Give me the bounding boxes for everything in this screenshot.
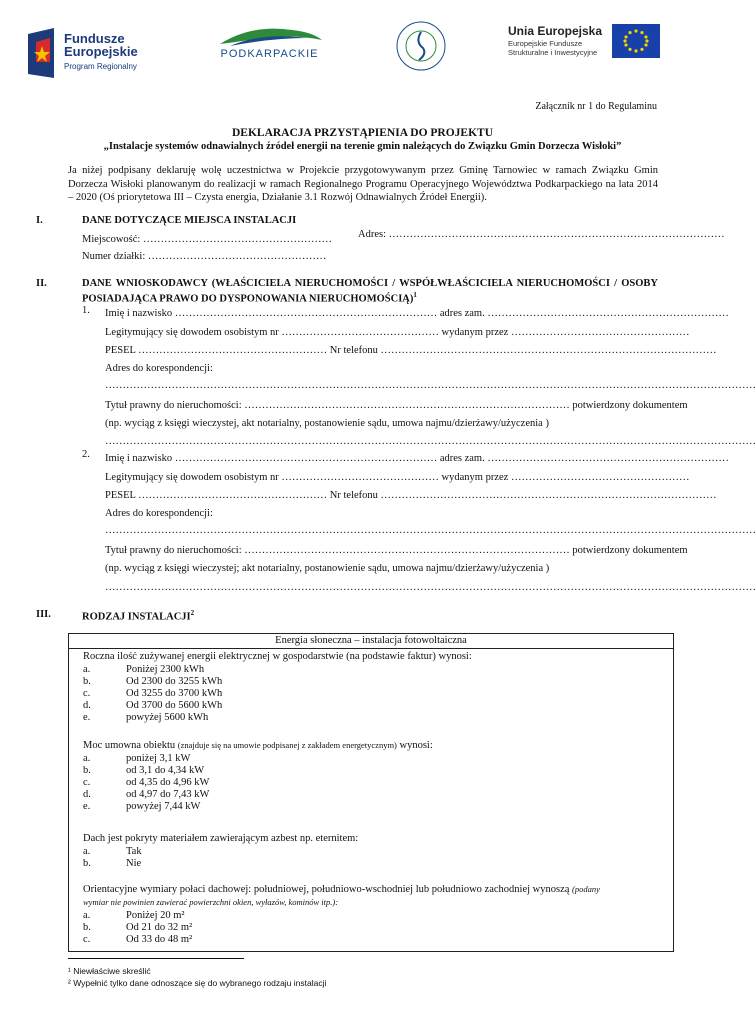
- applicant2-name-field[interactable]: Imię i nazwisko ………………………………………………………………… adres zam. ……………………………………………………………: [105, 453, 729, 464]
- plot-number-field[interactable]: Numer działki: ……………………………………………: [82, 251, 327, 262]
- applicant1-corr-field[interactable]: ……………………………………………………………………………………………………………………………………………………………………: [105, 380, 756, 391]
- q3-option-label: b.: [83, 858, 91, 869]
- q2-text-b: wynosi:: [396, 740, 433, 751]
- document-title: DEKLARACJA PRZYSTĄPIENIA DO PROJEKTU: [231, 127, 494, 139]
- q1-option[interactable]: powyżej 5600 kWh: [126, 712, 209, 723]
- section2-number: II.: [36, 278, 47, 289]
- applicant2-pesel-field[interactable]: PESEL ……………………………………………… Nr telefonu ……………………………………………………………………………………: [105, 490, 717, 501]
- q2-option[interactable]: od 3,1 do 4,34 kW: [126, 765, 205, 776]
- section3-title: [82, 609, 194, 623]
- q1-option-label: d.: [83, 700, 91, 711]
- q2-option-label: c.: [83, 777, 91, 788]
- section2-title-line1: DANE WNIOSKODAWCY (WŁAŚCICIELA NIERUCHOMOŚCI / WSPÓŁWŁAŚCICIELA NIERUCHOMOŚCI / OSOBY: [82, 278, 658, 289]
- applicant1-number: 1.: [82, 305, 90, 316]
- q3-option[interactable]: Nie: [126, 858, 142, 869]
- footnote-ref-2: 2: [190, 609, 195, 617]
- fe-star-icon: [28, 28, 60, 78]
- applicant1-document-field[interactable]: ……………………………………………………………………………………………………………………………………………………………………: [105, 436, 756, 447]
- eu-flag-icon: [612, 24, 660, 58]
- podkarpackie-logo: [212, 24, 327, 66]
- section2-title-line2: [82, 291, 417, 305]
- q4-option-label: c.: [83, 934, 91, 945]
- installation-box-header: Energia słoneczna – instalacja fotowoltaiczna: [69, 634, 673, 649]
- q1-option-label: c.: [83, 688, 91, 699]
- q4-option[interactable]: Od 33 do 48 m²: [126, 934, 193, 945]
- applicant2-id-field[interactable]: Legitymujący się dowodem osobistym nr ……………………………………… wydanym przez ……………………………………………: [105, 472, 690, 483]
- locality-field[interactable]: Miejscowość: ………………………………………………: [82, 234, 332, 245]
- intro-paragraph: Ja niżej podpisany deklaruję wolę uczestnictwa w Projekcie przygotowywanym przez Gminę Tarnowiec w ramach Związku Gmin Dorzecza Wisłoki planowanym do realizacji w ramach Regionalnego Programu Operacyjnego Województwa Podkarpackiego na lata 2014 – 2020 (Oś priorytetowa III – Czysta energia, Działanie 3.1 Rozwój Odnawialnych Źródeł Energii).: [68, 165, 658, 203]
- attachment-note: Załącznik nr 1 do Regulaminu: [535, 101, 657, 112]
- q4-text-small1: (podany: [572, 884, 600, 894]
- footnote-ref-1: 1: [413, 291, 417, 299]
- q3-text: Dach jest pokryty materiałem zawierającym azbest np. eternitem:: [83, 833, 359, 844]
- section1-title: DANE DOTYCZĄCE MIEJSCA INSTALACJI: [82, 215, 297, 226]
- q1-option[interactable]: Poniżej 2300 kWh: [126, 664, 205, 675]
- applicant2-example: (np. wyciąg z księgi wieczystej; akt notarialny, postanowienie sądu, umowa najmu/dzierżawy/użyczenia ): [105, 563, 550, 574]
- section3-number: III.: [36, 609, 51, 620]
- q4-option-label: b.: [83, 922, 91, 933]
- q1-option[interactable]: Od 2300 do 3255 kWh: [126, 676, 223, 687]
- applicant2-number: 2.: [82, 449, 90, 460]
- q3-option-label: a.: [83, 846, 91, 857]
- q4-option-label: a.: [83, 910, 91, 921]
- q3-option[interactable]: Tak: [126, 846, 142, 857]
- q2-text: [83, 740, 433, 751]
- address-field[interactable]: Adres: ……………………………………………………………………………………: [358, 229, 725, 240]
- section3-title-text: RODZAJ INSTALACJI: [82, 611, 191, 623]
- q4-option[interactable]: Poniżej 20 m²: [126, 910, 185, 921]
- q1-option[interactable]: Od 3255 do 3700 kWh: [126, 688, 223, 699]
- q2-option-label: d.: [83, 789, 91, 800]
- q1-text: Roczna ilość zużywanej energii elektrycznej w gospodarstwie (na podstawie faktur) wynosi:: [83, 651, 472, 662]
- q4-text: [83, 884, 600, 895]
- applicant1-name-field[interactable]: Imię i nazwisko ………………………………………………………………… adres zam. ……………………………………………………………: [105, 308, 729, 319]
- applicant2-corr-field[interactable]: ……………………………………………………………………………………………………………………………………………………………………: [105, 525, 756, 536]
- unia-europejska-logo: [508, 24, 660, 58]
- q2-option-label: a.: [83, 753, 91, 764]
- document-subtitle: „Instalacje systemów odnawialnych źródeł energii na terenie gmin należących do Związku Gmin Dorzecza Wisłoki”: [103, 141, 622, 152]
- fe-line3: Program Regionalny: [64, 62, 137, 71]
- ue-line1: Europejskie Fundusze: [508, 39, 583, 48]
- q2-option-label: b.: [83, 765, 91, 776]
- q4-text-small2: wymiar nie powinien zawierać powierzchni okien, wyłazów, kominów itp.):: [83, 897, 339, 907]
- section2-title-text: POSIADAJĄCA PRAWO DO DYSPONOWANIA NIERUCHOMOŚCIĄ): [82, 293, 414, 305]
- q1-option[interactable]: Od 3700 do 5600 kWh: [126, 700, 223, 711]
- fundusze-europejskie-logo: [28, 28, 158, 80]
- q4-option[interactable]: Od 21 do 32 m²: [126, 922, 193, 933]
- q1-option-label: e.: [83, 712, 91, 723]
- fe-line2: Europejskie: [64, 44, 138, 59]
- installation-box: [68, 633, 674, 952]
- applicant1-pesel-field[interactable]: PESEL ……………………………………………… Nr telefonu ……………………………………………………………………………………: [105, 345, 717, 356]
- footnote-2: ² Wypełnić tylko dane odnoszące się do wybranego rodzaju instalacji: [68, 978, 327, 988]
- zwiazek-gmin-logo: [395, 20, 447, 72]
- q2-text-small: (znajduje się na umowie podpisanej z zakładem energetycznym): [177, 740, 397, 750]
- applicant1-id-field[interactable]: Legitymujący się dowodem osobistym nr ……………………………………… wydanym przez ……………………………………………: [105, 327, 690, 338]
- q2-option[interactable]: poniżej 3,1 kW: [126, 753, 191, 764]
- q1-option-label: b.: [83, 676, 91, 687]
- ue-title: Unia Europejska: [508, 24, 603, 38]
- section1-number: I.: [36, 215, 43, 226]
- zwiazek-text: [395, 20, 396, 21]
- applicant1-example: (np. wyciąg z księgi wieczystej, akt notarialny, postanowienie sądu, umowa najmu/dzierżawy/użyczenia ): [105, 418, 549, 429]
- applicant1-legal-title-field[interactable]: Tytuł prawny do nieruchomości: ………………………………………………………………………………… potwierdzony dokumentem: [105, 400, 688, 411]
- q2-option[interactable]: od 4,97 do 7,43 kW: [126, 789, 210, 800]
- q2-option[interactable]: od 4,35 do 4,96 kW: [126, 777, 210, 788]
- footnote-divider: [68, 958, 244, 959]
- q2-option[interactable]: powyżej 7,44 kW: [126, 801, 201, 812]
- applicant2-legal-title-field[interactable]: Tytuł prawny do nieruchomości: ………………………………………………………………………………… potwierdzony dokumentem: [105, 545, 688, 556]
- podkarpackie-text: PODKARPACKIE: [220, 48, 319, 60]
- ue-line2: Strukturalne i Inwestycyjne: [508, 48, 598, 57]
- q1-option-label: a.: [83, 664, 91, 675]
- q4-text-a: Orientacyjne wymiary połaci dachowej: południowej, południowo-wschodniej lub południowo zachodniej wynoszą: [83, 884, 573, 895]
- footnote-1: ¹ Niewłaściwe skreślić: [68, 966, 151, 976]
- applicant1-corr-label: Adres do korespondencji:: [105, 363, 213, 374]
- fe-line1: Fundusze: [64, 31, 125, 46]
- zwiazek-circle-icon: [395, 20, 447, 72]
- podkarpackie-wave-icon: [212, 24, 327, 48]
- applicant2-corr-label: Adres do korespondencji:: [105, 508, 213, 519]
- applicant2-document-field[interactable]: ……………………………………………………………………………………………………………………………………………………………………: [105, 582, 756, 593]
- q2-text-a: Moc umowna obiektu: [83, 740, 178, 751]
- q2-option-label: e.: [83, 801, 91, 812]
